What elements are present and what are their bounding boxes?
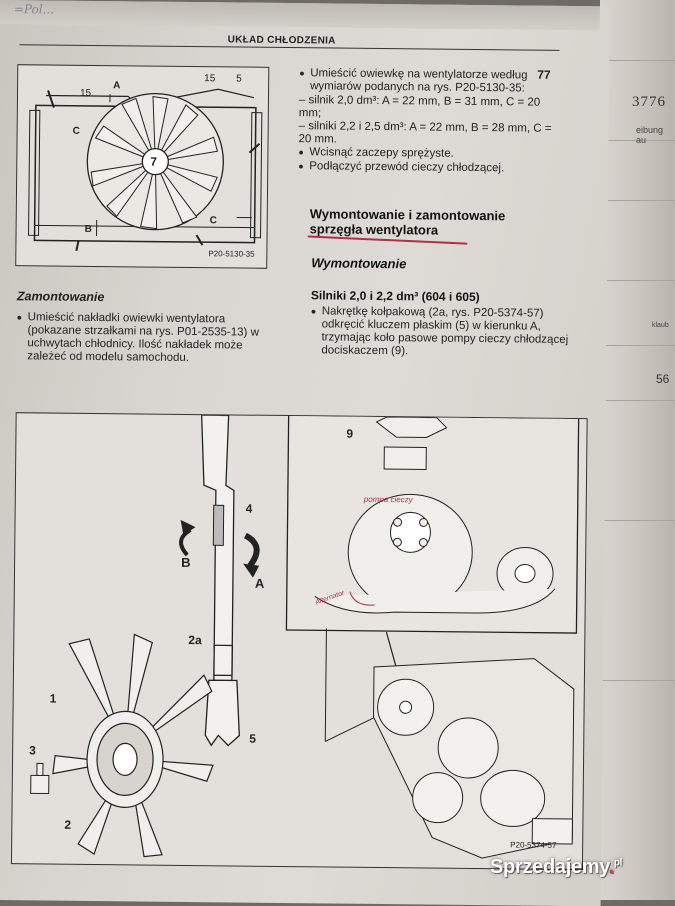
fig2-label: A <box>255 576 265 591</box>
fig1-label: B <box>85 224 92 235</box>
side-page-text: 56 <box>656 372 669 386</box>
watermark-brand: Sprzedajemy <box>490 856 609 878</box>
fan-clutch-drawing <box>12 413 587 869</box>
paragraph: ● Nakrętkę kołpakową (2a, rys. P20-5374-57) odkręcić kluczem płaskim (5) w kierunku A, trzymając koło pasowe pompy cieczy chłodzącej dociskaczem (9). <box>310 305 569 360</box>
fig1-label: 15 <box>204 73 215 84</box>
fig1-label: A <box>113 80 120 91</box>
side-page-text: klaub <box>652 322 669 329</box>
left-column-text <box>16 290 282 367</box>
side-page-text: eibung au <box>636 125 675 145</box>
fig2-label: 2 <box>64 818 71 832</box>
paragraph: ● Podłączyć przewód cieczy chłodzącej. <box>298 160 558 176</box>
fig2-label: 9 <box>346 427 353 441</box>
handwritten-label: Alternator <box>314 590 345 607</box>
paragraph: ● Umieścić nakładki owiewki wentylatora (pokazane strzałkami na rys. P01-2535-13) w uchwytach chłodnicy. Ilość nakładek może zależeć od modelu samochodu. <box>16 311 282 366</box>
fig1-ref: P20-5130-35 <box>208 249 254 258</box>
watermark-logo <box>490 856 622 879</box>
running-head: UKŁAD CHŁODZENIA <box>228 34 336 46</box>
page-number: 77 <box>537 68 551 82</box>
fig2-label: 3 <box>29 743 36 757</box>
fig1-label: 7 <box>150 155 157 169</box>
paragraph: ● Umieścić owiewkę na wentylatorze według wymiarów podanych na rys. P20-5130-35: <box>299 67 559 96</box>
top-paper-strip <box>0 0 600 30</box>
paragraph: – silniki 2,2 i 2,5 dm³: A = 22 mm, B = 28 mm, C = 20 mm. <box>298 120 558 149</box>
handwritten-note: =Pol... <box>14 2 54 16</box>
fig2-label: B <box>181 555 191 570</box>
fig2-label: 5 <box>249 732 256 746</box>
fig2-ref: P20-5374-57 <box>510 840 556 849</box>
fig1-label: 15 <box>80 88 91 99</box>
left-column-title: Zamontowanie <box>17 290 282 306</box>
watermark-dot: . <box>609 856 614 878</box>
section-title: Wymontowanie i zamontowanie sprzęgła wentylatora <box>310 206 560 239</box>
paragraph: ● Wcisnąć zaczepy sprężyste. <box>298 146 558 162</box>
removal-instructions <box>310 305 569 361</box>
subsection-title: Wymontowanie <box>311 255 406 271</box>
handwritten-label: pompa cieczy <box>364 495 413 505</box>
fig1-label: C <box>210 215 217 226</box>
fig2-label: 2a <box>188 633 202 647</box>
fig1-label: 5 <box>236 73 242 84</box>
watermark-tld: pl <box>614 857 622 868</box>
fig1-label: C <box>73 126 80 137</box>
side-page-text: 3776 <box>632 94 666 111</box>
fig2-label: 4 <box>246 502 253 516</box>
figure-fan-clutch-removal <box>11 412 588 870</box>
radiator-fan-drawing <box>16 65 268 268</box>
paragraph: – silnik 2,0 dm³: A = 22 mm, B = 31 mm, C = 20 mm; <box>299 94 559 123</box>
right-column-text <box>298 67 559 177</box>
figure-radiator-fan <box>15 64 269 269</box>
engine-title: Silniki 2,0 i 2,2 dm³ (604 i 605) <box>311 288 480 304</box>
fig2-label: 1 <box>50 692 57 706</box>
